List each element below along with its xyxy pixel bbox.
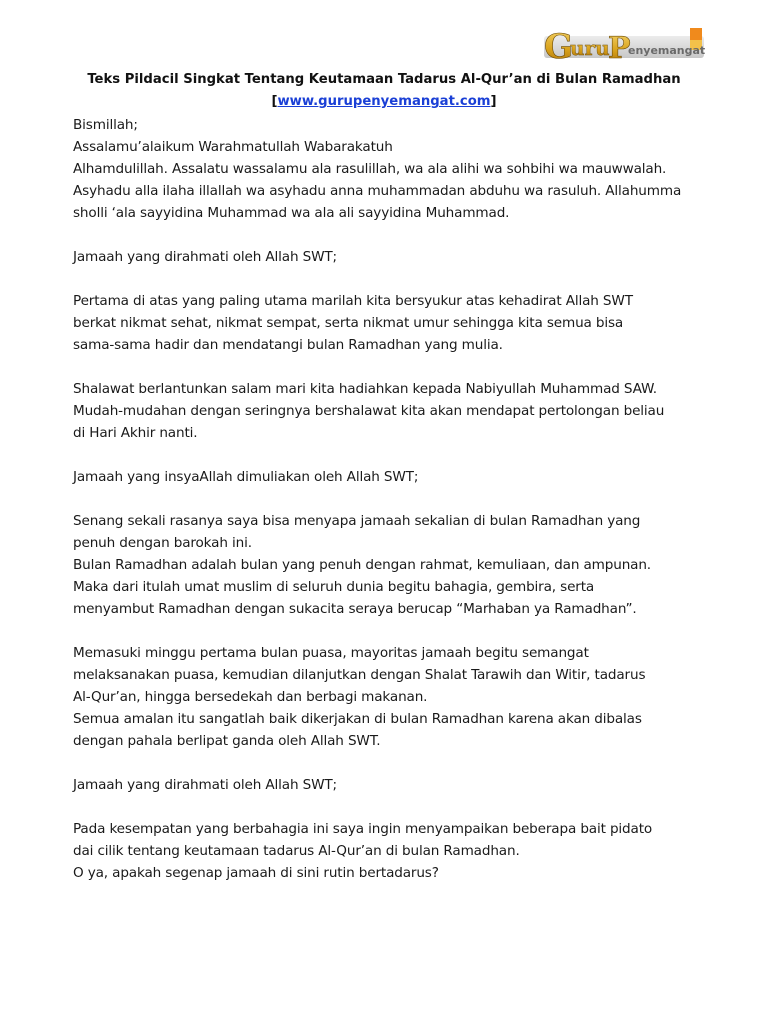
paragraph-gap bbox=[73, 224, 713, 246]
body-line: Senang sekali rasanya saya bisa menyapa jamaah sekalian di bulan Ramadhan yang bbox=[73, 513, 641, 529]
body-line: dengan pahala berlipat ganda oleh Allah SWT. bbox=[73, 733, 381, 749]
body-line: penuh dengan barokah ini. bbox=[73, 535, 252, 551]
body-line: O ya, apakah segenap jamaah di sini rutin bertadarus? bbox=[73, 865, 439, 881]
source-url-line bbox=[0, 92, 768, 112]
body-line: Mudah-mudahan dengan seringnya bershalawat kita akan mendapat pertolongan beliau bbox=[73, 403, 665, 419]
body-line: Assalamu’alaikum Warahmatullah Wabarakatuh bbox=[73, 139, 393, 155]
paragraph-gap bbox=[73, 356, 713, 378]
url-close-bracket: ] bbox=[490, 94, 497, 109]
body-line: sama-sama hadir dan mendatangi bulan Ramadhan yang mulia. bbox=[73, 337, 503, 353]
body-line: dai cilik tentang keutamaan tadarus Al-Qur’an di bulan Ramadhan. bbox=[73, 843, 520, 859]
body-line: melaksanakan puasa, kemudian dilanjutkan dengan Shalat Tarawih dan Witir, tadarus bbox=[73, 667, 646, 683]
logo-graphic bbox=[540, 26, 710, 70]
body-line: Shalawat berlantunkan salam mari kita hadiahkan kepada Nabiyullah Muhammad SAW. bbox=[73, 381, 657, 397]
document-title: Teks Pildacil Singkat Tentang Keutamaan Tadarus Al-Qur’an di Bulan Ramadhan bbox=[87, 72, 681, 87]
svg-text:enyemangat: enyemangat bbox=[628, 44, 706, 57]
body-line: di Hari Akhir nanti. bbox=[73, 425, 198, 441]
body-line: berkat nikmat sehat, nikmat sempat, serta nikmat umur sehingga kita semua bisa bbox=[73, 315, 624, 331]
body-line: Al-Qur’an, hingga bersedekah dan berbagi makanan. bbox=[73, 689, 428, 705]
svg-text:uru: uru bbox=[570, 36, 610, 60]
paragraph-gap bbox=[73, 752, 713, 774]
paragraph-gap bbox=[73, 796, 713, 818]
body-line: Jamaah yang insyaAllah dimuliakan oleh Allah SWT; bbox=[73, 469, 419, 485]
svg-text:G: G bbox=[544, 27, 574, 67]
body-line: Pertama di atas yang paling utama marilah kita bersyukur atas kehadirat Allah SWT bbox=[73, 293, 633, 309]
body-line: Semua amalan itu sangatlah baik dikerjakan di bulan Ramadhan karena akan dibalas bbox=[73, 711, 642, 727]
body-line: Memasuki minggu pertama bulan puasa, mayoritas jamaah begitu semangat bbox=[73, 645, 589, 661]
body-line: Bismillah; bbox=[73, 117, 138, 133]
body-line: Alhamdulillah. Assalatu wassalamu ala rasulillah, wa ala alihi wa sohbihi wa mauwwalah. bbox=[73, 161, 667, 177]
paragraph-gap bbox=[73, 488, 713, 510]
body-line: Jamaah yang dirahmati oleh Allah SWT; bbox=[73, 777, 337, 793]
body-line: Maka dari itulah umat muslim di seluruh dunia begitu bahagia, gembira, serta bbox=[73, 579, 595, 595]
site-logo[interactable] bbox=[540, 26, 710, 70]
body-line: sholli ‘ala sayyidina Muhammad wa ala ali sayyidina Muhammad. bbox=[73, 205, 510, 221]
paragraph-gap bbox=[73, 620, 713, 642]
body-line: Asyhadu alla ilaha illallah wa asyhadu anna muhammadan abduhu wa rasuluh. Allahumma bbox=[73, 183, 682, 199]
body-line: Pada kesempatan yang berbahagia ini saya ingin menyampaikan beberapa bait pidato bbox=[73, 821, 653, 837]
body-line: menyambut Ramadhan dengan sukacita seraya berucap “Marhaban ya Ramadhan”. bbox=[73, 601, 637, 617]
body-line: Bulan Ramadhan adalah bulan yang penuh dengan rahmat, kemuliaan, dan ampunan. bbox=[73, 557, 651, 573]
paragraph-gap bbox=[73, 444, 713, 466]
body-line: Jamaah yang dirahmati oleh Allah SWT; bbox=[73, 249, 337, 265]
svg-text:P: P bbox=[608, 31, 631, 66]
paragraph-gap bbox=[73, 268, 713, 290]
url-open-bracket: [ bbox=[271, 94, 278, 109]
source-url-link[interactable]: www.gurupenyemangat.com bbox=[277, 94, 491, 109]
document-body bbox=[73, 114, 713, 884]
